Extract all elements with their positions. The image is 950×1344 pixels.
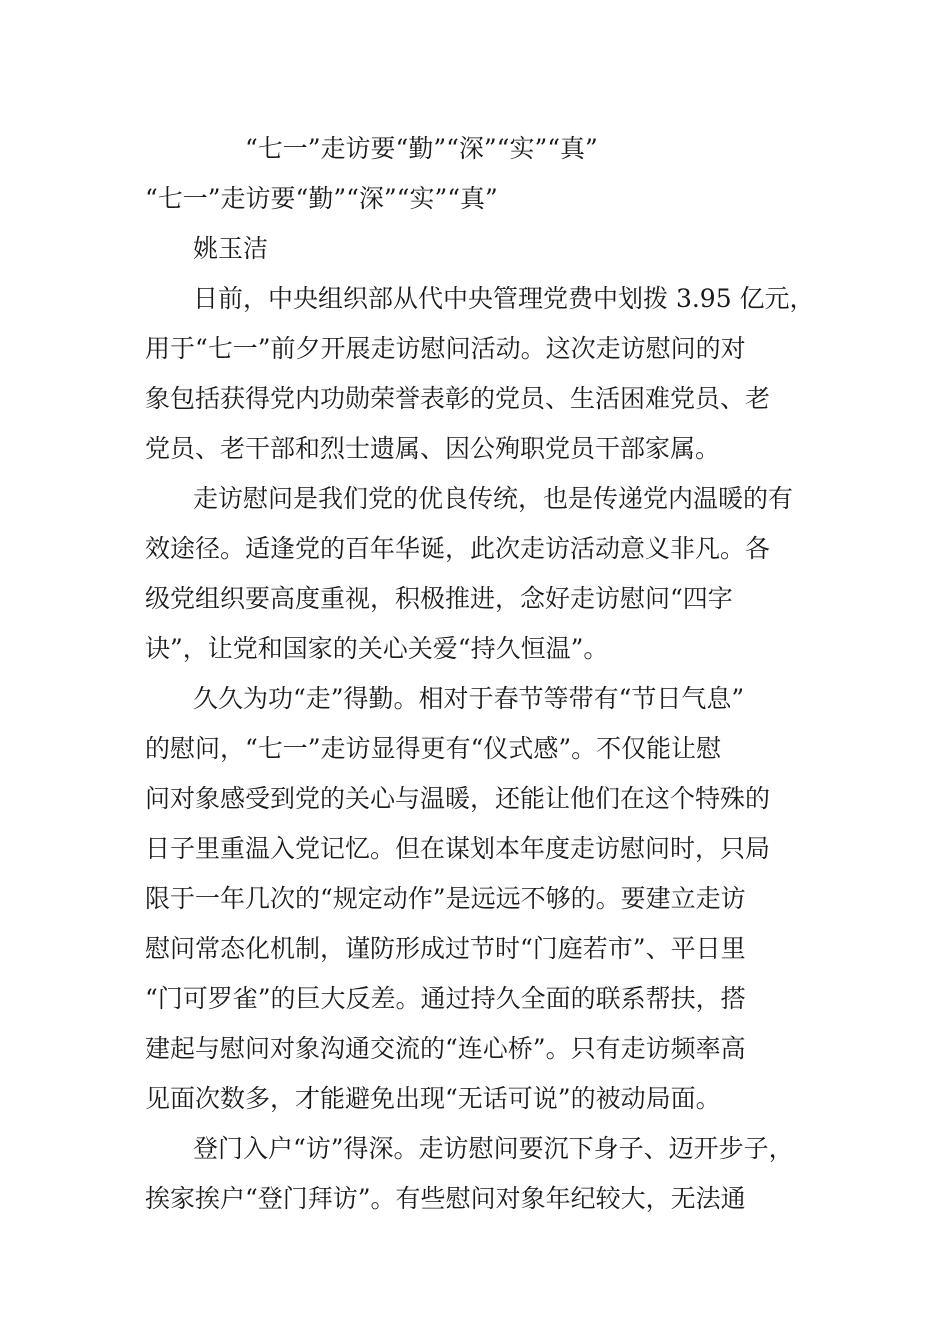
- paragraph-3-line-6: 慰问常态化机制，谨防形成过节时“门庭若市”、平日里: [145, 934, 746, 963]
- paragraph-3-line-8: 建起与慰问对象沟通交流的“连心桥”。只有走访频率高: [145, 1034, 746, 1063]
- paragraph-1-line-2: 用于“七一”前夕开展走访慰问活动。这次走访慰问的对: [145, 334, 746, 363]
- document-title-repeat: “七一”走访要“勤”“深”“实”“真”: [145, 184, 498, 213]
- paragraph-1-line-1: 日前，中央组织部从代中央管理党费中划拨 3.95 亿元，: [193, 284, 815, 313]
- paragraph-3-line-2: 的慰问，“七一”走访显得更有“仪式感”。不仅能让慰: [145, 734, 722, 763]
- paragraph-4-line-2: 挨家挨户“登门拜访”。有些慰问对象年纪较大，无法通: [145, 1184, 746, 1213]
- paragraph-1-line-4: 党员、老干部和烈士遗属、因公殉职党员干部家属。: [145, 434, 721, 463]
- paragraph-2-line-2: 效途径。适逢党的百年华诞，此次走访活动意义非凡。各: [145, 534, 771, 563]
- paragraph-3-line-3: 问对象感受到党的关心与温暖，还能让他们在这个特殊的: [145, 784, 771, 813]
- paragraph-2-line-3: 级党组织要高度重视，积极推进，念好走访慰问“四字: [145, 584, 733, 613]
- paragraph-2-line-4: 诀”，让党和国家的关心关爱“持久恒温”。: [145, 634, 609, 663]
- paragraph-4-line-1: 登门入户“访”得深。走访慰问要沉下身子、迈开步子，: [193, 1134, 794, 1163]
- paragraph-3-line-4: 日子里重温入党记忆。但在谋划本年度走访慰问时，只局: [145, 834, 771, 863]
- document-title: “七一”走访要“勤”“深”“实”“真”: [245, 134, 598, 163]
- paragraph-2-line-1: 走访慰问是我们党的优良传统，也是传递党内温暖的有: [193, 484, 794, 513]
- author-name: 姚玉洁: [193, 234, 269, 263]
- paragraph-3-line-5: 限于一年几次的“规定动作”是远远不够的。要建立走访: [145, 884, 746, 913]
- paragraph-3-line-9: 见面次数多，才能避免出现“无话可说”的被动局面。: [145, 1084, 721, 1113]
- paragraph-3-line-1: 久久为功“走”得勤。相对于春节等带有“节日气息”: [193, 684, 745, 713]
- paragraph-1-line-3: 象包括获得党内功勋荣誉表彰的党员、生活困难党员、老: [145, 384, 771, 413]
- paragraph-3-line-7: “门可罗雀”的巨大反差。通过持久全面的联系帮扶，搭: [145, 984, 746, 1013]
